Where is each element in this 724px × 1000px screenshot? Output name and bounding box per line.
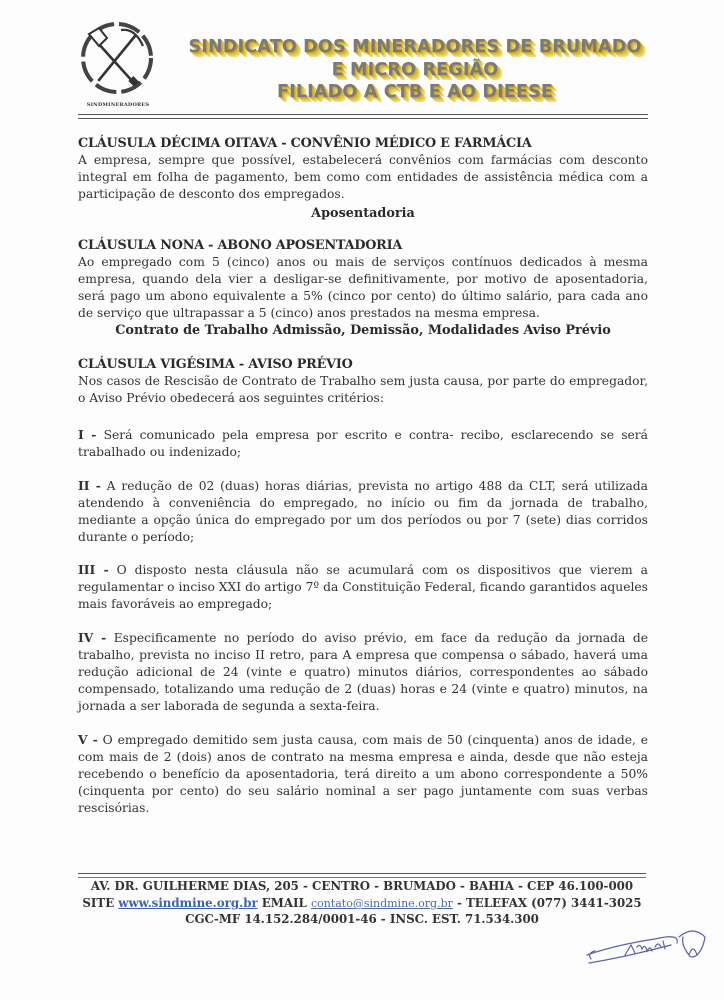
clause-text: A empresa, sempre que possível, estabelecerá convênios com farmácias com desconto integral em folha de pagamento, bem como com entidades de assistência médica com a participação de desconto dos empregados. (78, 153, 648, 201)
email-label: EMAIL (257, 896, 311, 910)
header-title-line2: E MICRO REGIÃO (331, 60, 499, 80)
list-item (78, 426, 648, 461)
pick-and-shovel-icon (77, 20, 157, 112)
item-text: O empregado demitido sem justa causa, com mais de 50 (cinquenta) anos de idade, e com mais de 2 (dois) anos de contrato na mesma empresa e ainda, desde que não esteja recebendo o benefício da aposentadoria, terá direito a um abono correspondente a 50% (cinquenta por cento) do seu salário nominal a ser pago juntamente com suas verbas rescisórias. (78, 733, 648, 815)
item-label: III - (78, 562, 109, 577)
item-label: II - (78, 478, 101, 493)
clause-section-notice (78, 356, 648, 407)
list-item (78, 629, 648, 715)
site-label: SITE (82, 896, 119, 910)
item-text: Especificamente no período do aviso prévio, em face da redução da jornada de trabalho, prevista no inciso II retro, para A empresa que compensa o sábado, haverá uma redução adicional de 24 (vinte e quatro) minutos diários, correspondentes ao sábado compensado, totalizando uma redução de 2 (duas) horas e 24 (vinte e quatro) minutos, na jornada a ser laborada de segunda a sexta-feira. (78, 631, 648, 713)
clause-heading: CLÁUSULA NONA - ABONO APOSENTADORIA (78, 238, 403, 253)
header-divider (78, 114, 648, 119)
item-text: O disposto nesta cláusula não se acumulará com os dispositivos que vierem a regulamentar o inciso XXI do artigo 7º da Constituição Federal, ficando garantidos aqueles mais favoráveis ao empregado; (78, 563, 648, 611)
clause-text: Nos casos de Rescisão de Contrato de Trabalho sem justa causa, por parte do empregador, o Aviso Prévio obedecerá aos seguintes critérios: (78, 374, 648, 405)
clause-section-medical (78, 135, 648, 222)
footer-contact (60, 896, 664, 910)
clause-section-retirement (78, 237, 648, 339)
footer-divider (78, 873, 646, 878)
item-label: IV - (78, 630, 107, 645)
item-text: Será comunicado pela empresa por escrito e contra- recibo, esclarecendo se será trabalhado ou indenizado; (78, 428, 648, 459)
item-label: I - (78, 427, 97, 442)
list-item (78, 731, 648, 817)
footer-registration: CGC-MF 14.152.284/0001-46 - INSC. EST. 71.534.300 (185, 912, 539, 926)
header-title-line3: FILIADO A CTB E AO DIEESE (276, 82, 554, 102)
list-item (78, 561, 648, 613)
header-title-line1: SINDICATO DOS MINERADORES DE BRUMADO (188, 37, 642, 57)
item-text: A redução de 02 (duas) horas diárias, prevista no artigo 488 da CLT, será utilizada atendendo à conveniência do empregado, no início ou fim da jornada de trabalho, mediante a opção única do empregado por um dos períodos ou por 7 (sete) dias corridos durante o período; (78, 479, 648, 544)
email-link[interactable]: contato@sindmine.org.br (310, 897, 453, 910)
logo-text: SINDMINERADORES (86, 102, 150, 108)
clause-text: Ao empregado com 5 (cinco) anos ou mais de serviços contínuos dedicados à mesma empresa, quando dela vier a desligar-se definitivamente, por motivo de aposentadoria, será pago um abono equivalente a 5% (cinco por cento) do último salário, para cada ano de serviço que ultrapassar a 5 (cinco) anos prestados na mesma empresa. (78, 255, 648, 320)
section-subheading: Aposentadoria (311, 206, 415, 221)
footer-address: AV. DR. GUILHERME DIAS, 205 - CENTRO - BRUMADO - BAHIA - CEP 46.100-000 (90, 879, 634, 893)
section-subheading: Contrato de Trabalho Admissão, Demissão, Modalidades Aviso Prévio (115, 323, 611, 338)
site-link[interactable]: www.sindmine.org.br (118, 896, 258, 910)
item-label: V - (78, 732, 98, 747)
clause-heading: CLÁUSULA DÉCIMA OITAVA - CONVÊNIO MÉDICO E FARMÁCIA (78, 136, 532, 151)
list-item (78, 477, 648, 546)
clause-heading: CLÁUSULA VIGÉSIMA - AVISO PRÉVIO (78, 357, 353, 372)
handwritten-signature (585, 915, 715, 973)
telefax: - TELEFAX (077) 3441-3025 (452, 896, 642, 910)
